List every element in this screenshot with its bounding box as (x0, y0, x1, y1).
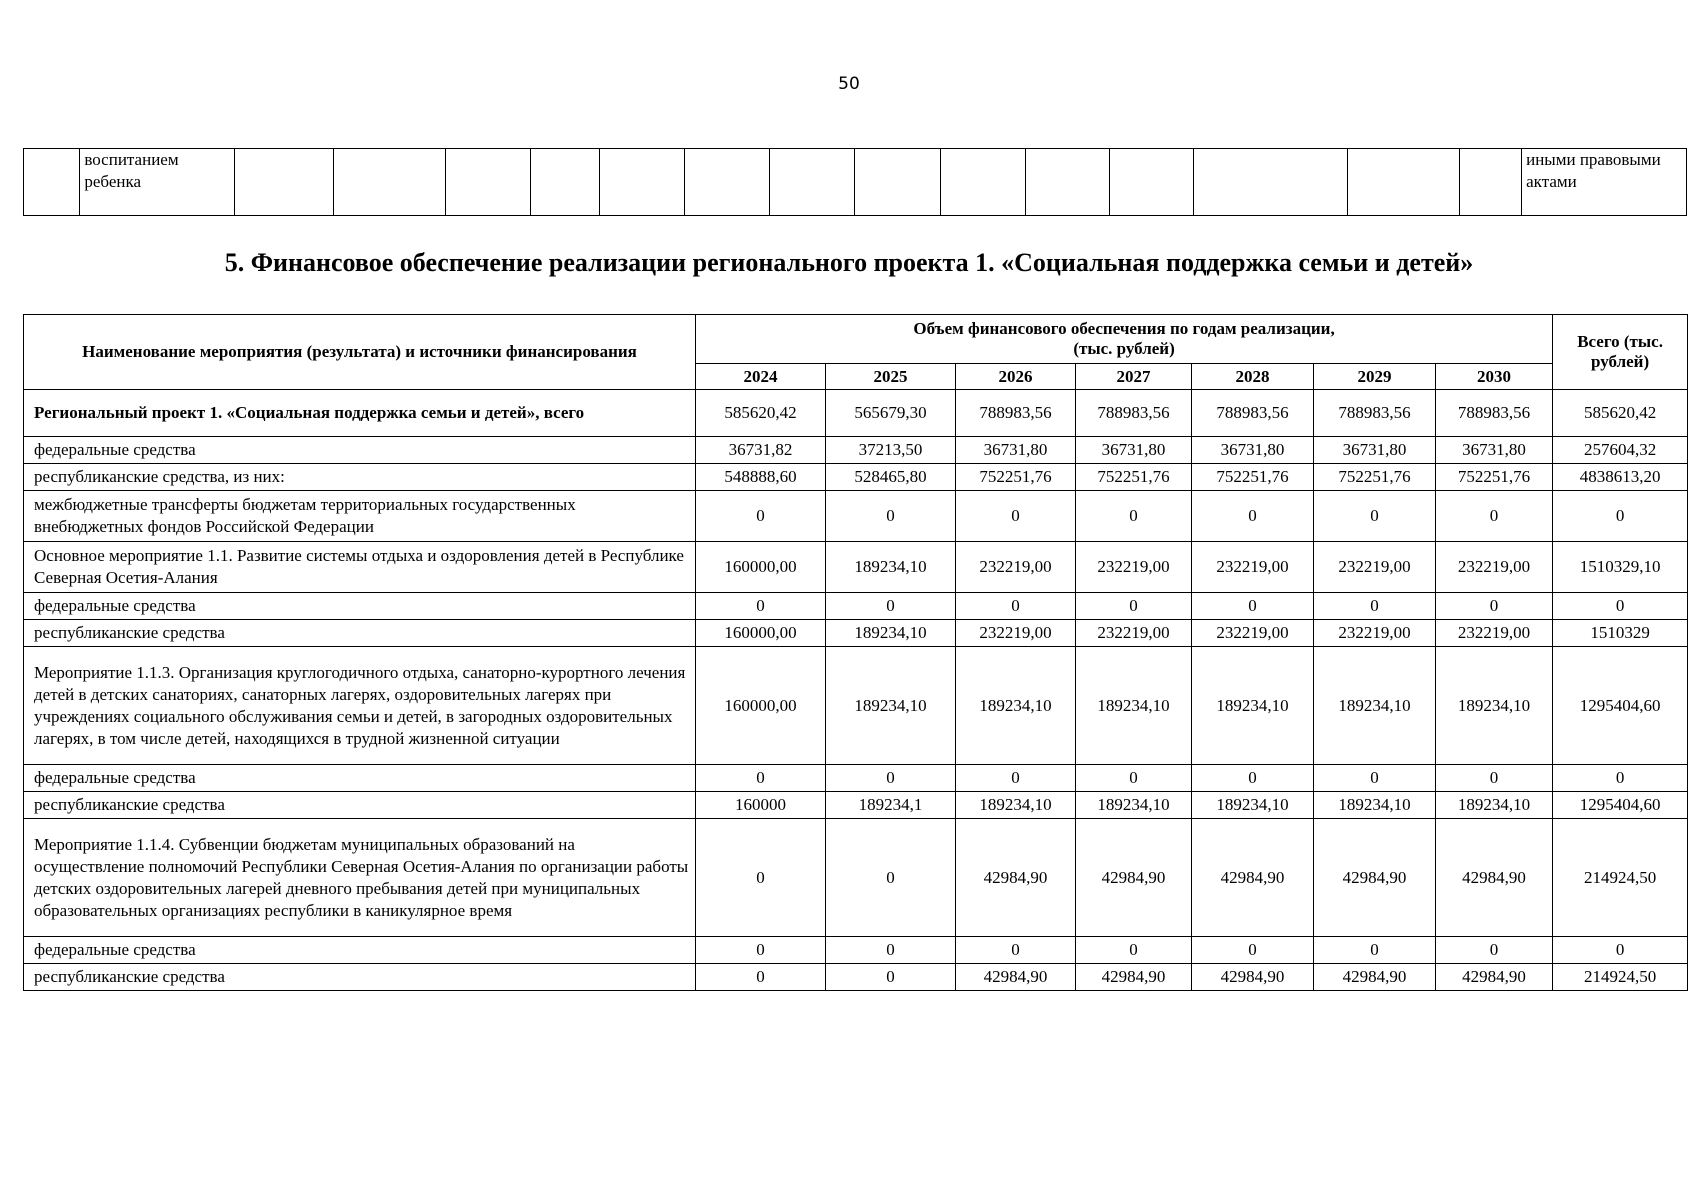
row-value: 752251,76 (1076, 464, 1192, 491)
row-value: 0 (956, 937, 1076, 964)
row-name: республиканские средства (24, 620, 696, 647)
row-name: Мероприятие 1.1.3. Организация круглогодичного отдыха, санаторно-курортного лечения детей в детских санаториях, санаторных лагерях, оздоровительных лагерях при учреждениях социального обслуживания семьи и детей, в загородных оздоровительных лагерях, в том числе детей, находящихся в трудной жизненной ситуации (24, 647, 696, 765)
header-volume (696, 315, 1553, 364)
row-value: 0 (826, 765, 956, 792)
page-number: 50 (838, 74, 860, 94)
row-name: Основное мероприятие 1.1. Развитие системы отдыха и оздоровления детей в Республике Северная Осетия-Алания (24, 542, 696, 593)
row-value: 752251,76 (1192, 464, 1314, 491)
row-name: республиканские средства, из них: (24, 464, 696, 491)
row-total: 0 (1553, 593, 1688, 620)
table-row (24, 964, 1688, 991)
row-value: 0 (1192, 937, 1314, 964)
row-value: 0 (1436, 937, 1553, 964)
row-value: 189234,10 (956, 792, 1076, 819)
header-volume-title: Объем финансового обеспечения по годам реализации, (913, 319, 1335, 338)
row-value: 42984,90 (1192, 964, 1314, 991)
row-value: 160000,00 (696, 542, 826, 593)
row-value: 0 (1436, 765, 1553, 792)
row-value: 0 (696, 964, 826, 991)
row-value: 0 (1076, 765, 1192, 792)
header-year: 2024 (696, 364, 826, 390)
row-total: 1295404,60 (1553, 647, 1688, 765)
row-value: 42984,90 (1436, 964, 1553, 991)
row-value: 0 (1314, 491, 1436, 542)
row-value: 189234,10 (1076, 792, 1192, 819)
row-value: 0 (826, 819, 956, 937)
row-value: 232219,00 (1192, 620, 1314, 647)
row-value: 189234,10 (1192, 647, 1314, 765)
row-total: 257604,32 (1553, 437, 1688, 464)
row-value: 36731,80 (956, 437, 1076, 464)
row-total: 214924,50 (1553, 964, 1688, 991)
table-cell (24, 149, 80, 216)
header-total: Всего (тыс. рублей) (1553, 315, 1688, 390)
table-cell (1025, 149, 1109, 216)
row-value: 189234,10 (826, 542, 956, 593)
table-cell (234, 149, 334, 216)
row-value: 0 (826, 593, 956, 620)
row-value: 0 (826, 491, 956, 542)
row-value: 160000,00 (696, 620, 826, 647)
table-cell (334, 149, 446, 216)
row-total: 4838613,20 (1553, 464, 1688, 491)
table-row (24, 792, 1688, 819)
row-value: 0 (1436, 491, 1553, 542)
row-value: 42984,90 (1076, 819, 1192, 937)
row-value: 189234,10 (1436, 792, 1553, 819)
row-total: 0 (1553, 937, 1688, 964)
table-cell (446, 149, 531, 216)
table-cell: воспитанием ребенка (80, 149, 234, 216)
row-value: 160000,00 (696, 647, 826, 765)
row-total: 585620,42 (1553, 390, 1688, 437)
row-value: 0 (1314, 765, 1436, 792)
row-value: 0 (696, 765, 826, 792)
row-name: федеральные средства (24, 437, 696, 464)
row-value: 232219,00 (1314, 542, 1436, 593)
section-title: 5. Финансовое обеспечение реализации регионального проекта 1. «Социальная поддержка семьи и детей» (224, 248, 1474, 277)
header-year: 2028 (1192, 364, 1314, 390)
table-cell (1193, 149, 1347, 216)
row-value: 189234,10 (956, 647, 1076, 765)
row-value: 0 (956, 765, 1076, 792)
table-cell (1109, 149, 1193, 216)
row-value: 189234,10 (826, 647, 956, 765)
row-value: 565679,30 (826, 390, 956, 437)
continued-table (23, 148, 1687, 216)
row-value: 585620,42 (696, 390, 826, 437)
row-value: 0 (1192, 491, 1314, 542)
row-value: 752251,76 (1436, 464, 1553, 491)
row-value: 788983,56 (1076, 390, 1192, 437)
row-value: 788983,56 (1314, 390, 1436, 437)
table-cell (600, 149, 685, 216)
row-value: 42984,90 (1436, 819, 1553, 937)
row-value: 36731,80 (1314, 437, 1436, 464)
row-name: федеральные средства (24, 593, 696, 620)
row-value: 36731,80 (1436, 437, 1553, 464)
header-volume-unit: (тыс. рублей) (1073, 339, 1175, 358)
row-value: 0 (696, 937, 826, 964)
row-value: 232219,00 (1436, 542, 1553, 593)
row-value: 0 (1314, 937, 1436, 964)
row-value: 0 (696, 593, 826, 620)
row-value: 232219,00 (1436, 620, 1553, 647)
row-total: 0 (1553, 765, 1688, 792)
row-name: Региональный проект 1. «Социальная поддержка семьи и детей», всего (24, 390, 696, 437)
row-name: межбюджетные трансферты бюджетам территориальных государственных внебюджетных фондов Российской Федерации (24, 491, 696, 542)
row-value: 232219,00 (1076, 542, 1192, 593)
table-row (24, 542, 1688, 593)
row-value: 42984,90 (1314, 964, 1436, 991)
table-row (24, 149, 1687, 216)
header-row (24, 315, 1688, 364)
table-cell (1347, 149, 1460, 216)
financing-table-body (24, 390, 1688, 991)
row-value: 0 (1436, 593, 1553, 620)
row-value: 0 (1076, 491, 1192, 542)
table-cell (770, 149, 855, 216)
row-value: 232219,00 (1192, 542, 1314, 593)
row-value: 0 (1192, 593, 1314, 620)
row-value: 752251,76 (956, 464, 1076, 491)
row-value: 0 (826, 964, 956, 991)
row-value: 42984,90 (1314, 819, 1436, 937)
row-total: 1510329,10 (1553, 542, 1688, 593)
row-value: 528465,80 (826, 464, 956, 491)
table-cell (685, 149, 770, 216)
table-row (24, 390, 1688, 437)
row-name: Мероприятие 1.1.4. Субвенции бюджетам муниципальных образований на осуществление полномочий Республики Северная Осетия-Алания по организации работы детских оздоровительных лагерей дневного пребывания детей при муниципальных образовательных организациях республики в каникулярное время (24, 819, 696, 937)
row-total: 1295404,60 (1553, 792, 1688, 819)
row-value: 189234,10 (826, 620, 956, 647)
row-value: 788983,56 (1192, 390, 1314, 437)
row-value: 788983,56 (1436, 390, 1553, 437)
row-value: 189234,10 (1192, 792, 1314, 819)
row-value: 0 (696, 491, 826, 542)
row-name: республиканские средства (24, 792, 696, 819)
row-value: 0 (1314, 593, 1436, 620)
table-cell (531, 149, 600, 216)
row-value: 189234,1 (826, 792, 956, 819)
row-value: 232219,00 (1314, 620, 1436, 647)
row-name: республиканские средства (24, 964, 696, 991)
row-value: 0 (696, 819, 826, 937)
row-value: 0 (1192, 765, 1314, 792)
table-cell (855, 149, 940, 216)
row-value: 36731,80 (1192, 437, 1314, 464)
header-year: 2026 (956, 364, 1076, 390)
row-total: 0 (1553, 491, 1688, 542)
table-row (24, 437, 1688, 464)
header-year: 2029 (1314, 364, 1436, 390)
table-row (24, 464, 1688, 491)
table-cell: иными правовыми актами (1522, 149, 1687, 216)
header-year: 2027 (1076, 364, 1192, 390)
row-value: 42984,90 (956, 819, 1076, 937)
row-name: федеральные средства (24, 937, 696, 964)
row-value: 788983,56 (956, 390, 1076, 437)
row-value: 232219,00 (956, 620, 1076, 647)
table-row (24, 765, 1688, 792)
row-value: 36731,80 (1076, 437, 1192, 464)
row-value: 189234,10 (1436, 647, 1553, 765)
row-value: 0 (826, 937, 956, 964)
table-row (24, 593, 1688, 620)
row-value: 189234,10 (1076, 647, 1192, 765)
row-value: 36731,82 (696, 437, 826, 464)
header-year: 2025 (826, 364, 956, 390)
row-name: федеральные средства (24, 765, 696, 792)
table-row (24, 491, 1688, 542)
row-value: 0 (1076, 937, 1192, 964)
table-cell (1460, 149, 1522, 216)
row-value: 0 (1076, 593, 1192, 620)
table-row (24, 819, 1688, 937)
row-value: 42984,90 (1076, 964, 1192, 991)
row-value: 42984,90 (1192, 819, 1314, 937)
header-name: Наименование мероприятия (результата) и источники финансирования (24, 315, 696, 390)
row-value: 232219,00 (1076, 620, 1192, 647)
table-row (24, 937, 1688, 964)
row-value: 752251,76 (1314, 464, 1436, 491)
row-value: 42984,90 (956, 964, 1076, 991)
row-value: 232219,00 (956, 542, 1076, 593)
row-value: 37213,50 (826, 437, 956, 464)
row-value: 0 (956, 491, 1076, 542)
table-cell (940, 149, 1025, 216)
row-value: 160000 (696, 792, 826, 819)
header-year: 2030 (1436, 364, 1553, 390)
financing-table (23, 314, 1688, 991)
table-row (24, 647, 1688, 765)
row-total: 1510329 (1553, 620, 1688, 647)
row-value: 0 (956, 593, 1076, 620)
row-value: 548888,60 (696, 464, 826, 491)
table-row (24, 620, 1688, 647)
row-value: 189234,10 (1314, 647, 1436, 765)
row-total: 214924,50 (1553, 819, 1688, 937)
row-value: 189234,10 (1314, 792, 1436, 819)
